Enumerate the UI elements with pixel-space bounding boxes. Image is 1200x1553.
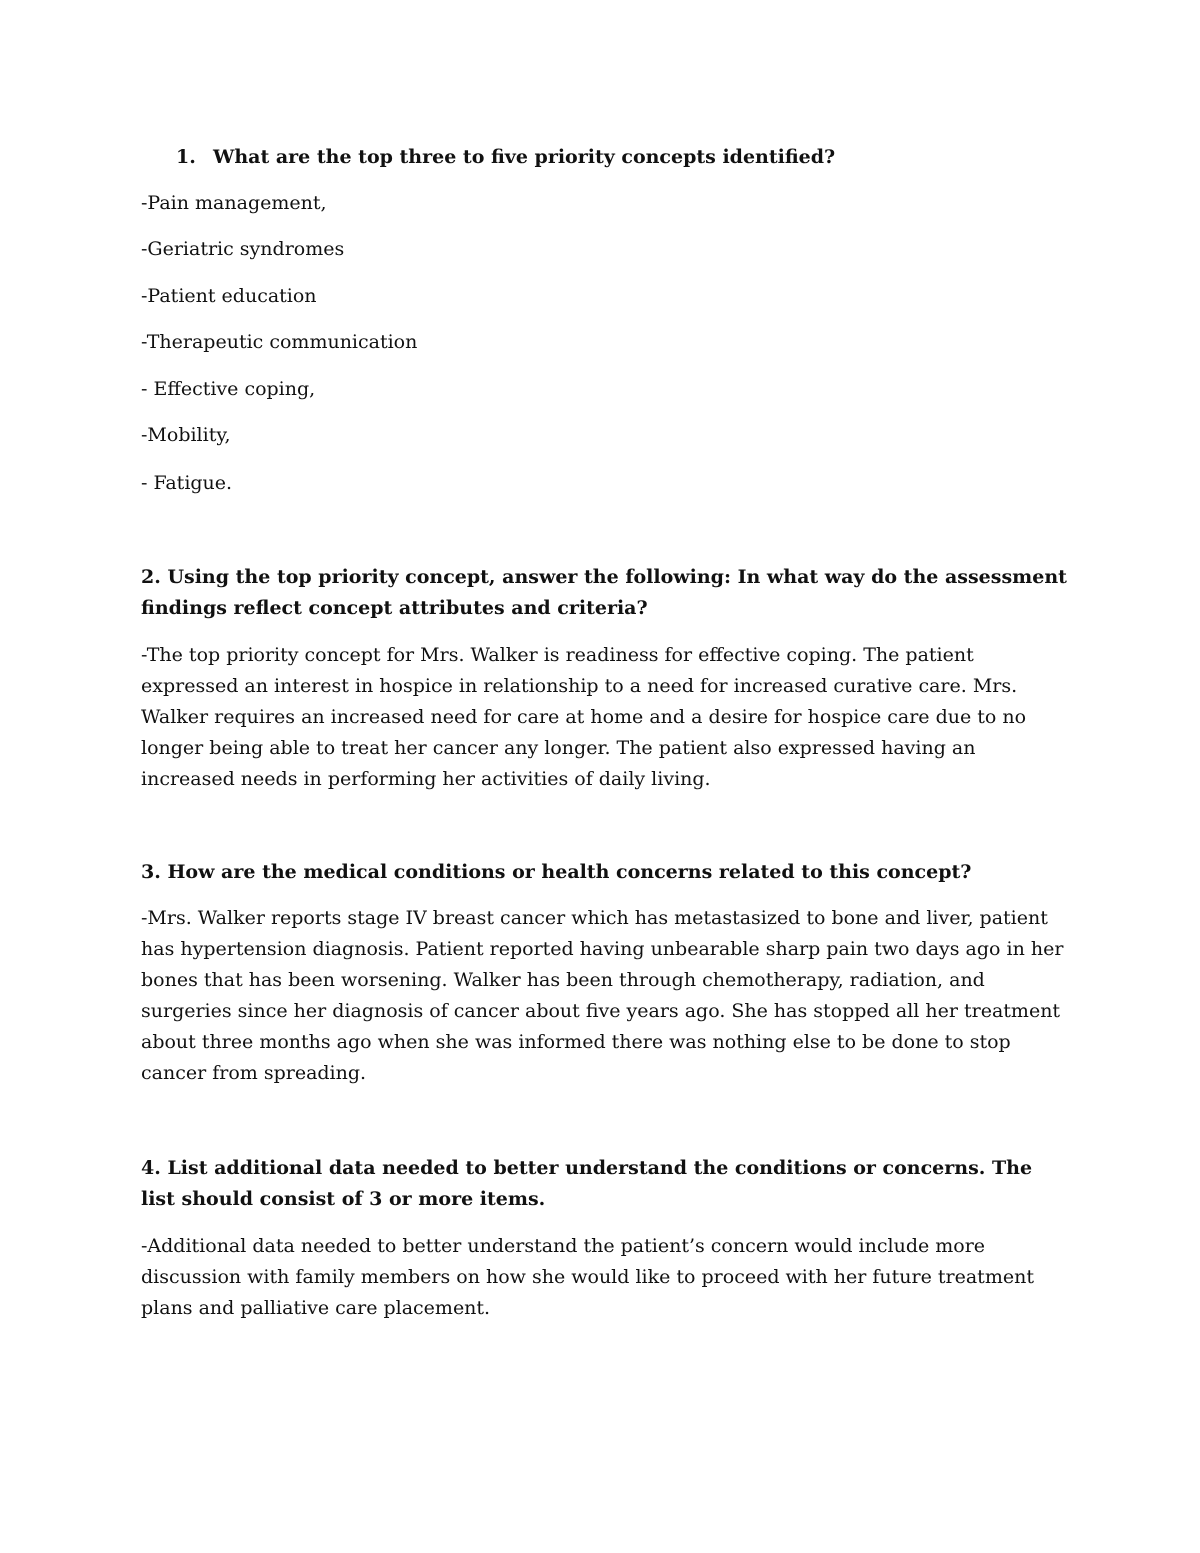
- question-1-number: 1.: [176, 146, 196, 168]
- question-4-section: [141, 1153, 1071, 1324]
- question-2-answer: -The top priority concept for Mrs. Walker is readiness for effective coping. The patient expressed an interest in hospice in relationship to a need for increased curative care. Mrs. Walker requires an increased need for care at home and a desire for hospice care due to no longer being able to treat her cancer any longer. The patient also expressed having an increased needs in performing her activities of daily living.: [141, 644, 1027, 790]
- question-4-answer: -Additional data needed to better understand the patient’s concern would include more discussion with family members on how she would like to proceed with her future treatment plans and palliative care placement.: [141, 1235, 1034, 1319]
- question-3-section: [141, 857, 1071, 1089]
- question-1-heading: [176, 142, 1026, 173]
- question-2-section: [141, 562, 1071, 795]
- question-3-heading: 3. How are the medical conditions or health concerns related to this concept?: [141, 861, 972, 883]
- question-4-heading: 4. List additional data needed to better understand the conditions or concerns. The list should consist of 3 or more items.: [141, 1157, 1033, 1210]
- priority-concept-item: -Pain management,: [141, 192, 327, 214]
- priority-concept-item: -Therapeutic communication: [141, 331, 418, 353]
- priority-concept-item: -Patient education: [141, 285, 317, 307]
- question-2-heading: 2. Using the top priority concept, answer the following: In what way do the assessment findings reflect concept attributes and criteria?: [141, 566, 1067, 619]
- priority-concept-item: - Effective coping,: [141, 378, 316, 400]
- question-1-text: What are the top three to five priority concepts identified?: [213, 146, 836, 168]
- priority-concept-item: -Geriatric syndromes: [141, 238, 345, 260]
- priority-concept-item: - Fatigue.: [141, 472, 233, 494]
- question-3-answer: -Mrs. Walker reports stage IV breast cancer which has metastasized to bone and liver, patient has hypertension diagnosis. Patient reported having unbearable sharp pain two days ago in her bones that has been worsening. Walker has been through chemotherapy, radiation, and surgeries since her diagnosis of cancer about five years ago. She has stopped all her treatment about three months ago when she was informed there was nothing else to be done to stop cancer from spreading.: [141, 907, 1064, 1084]
- priority-concept-item: -Mobility,: [141, 424, 231, 446]
